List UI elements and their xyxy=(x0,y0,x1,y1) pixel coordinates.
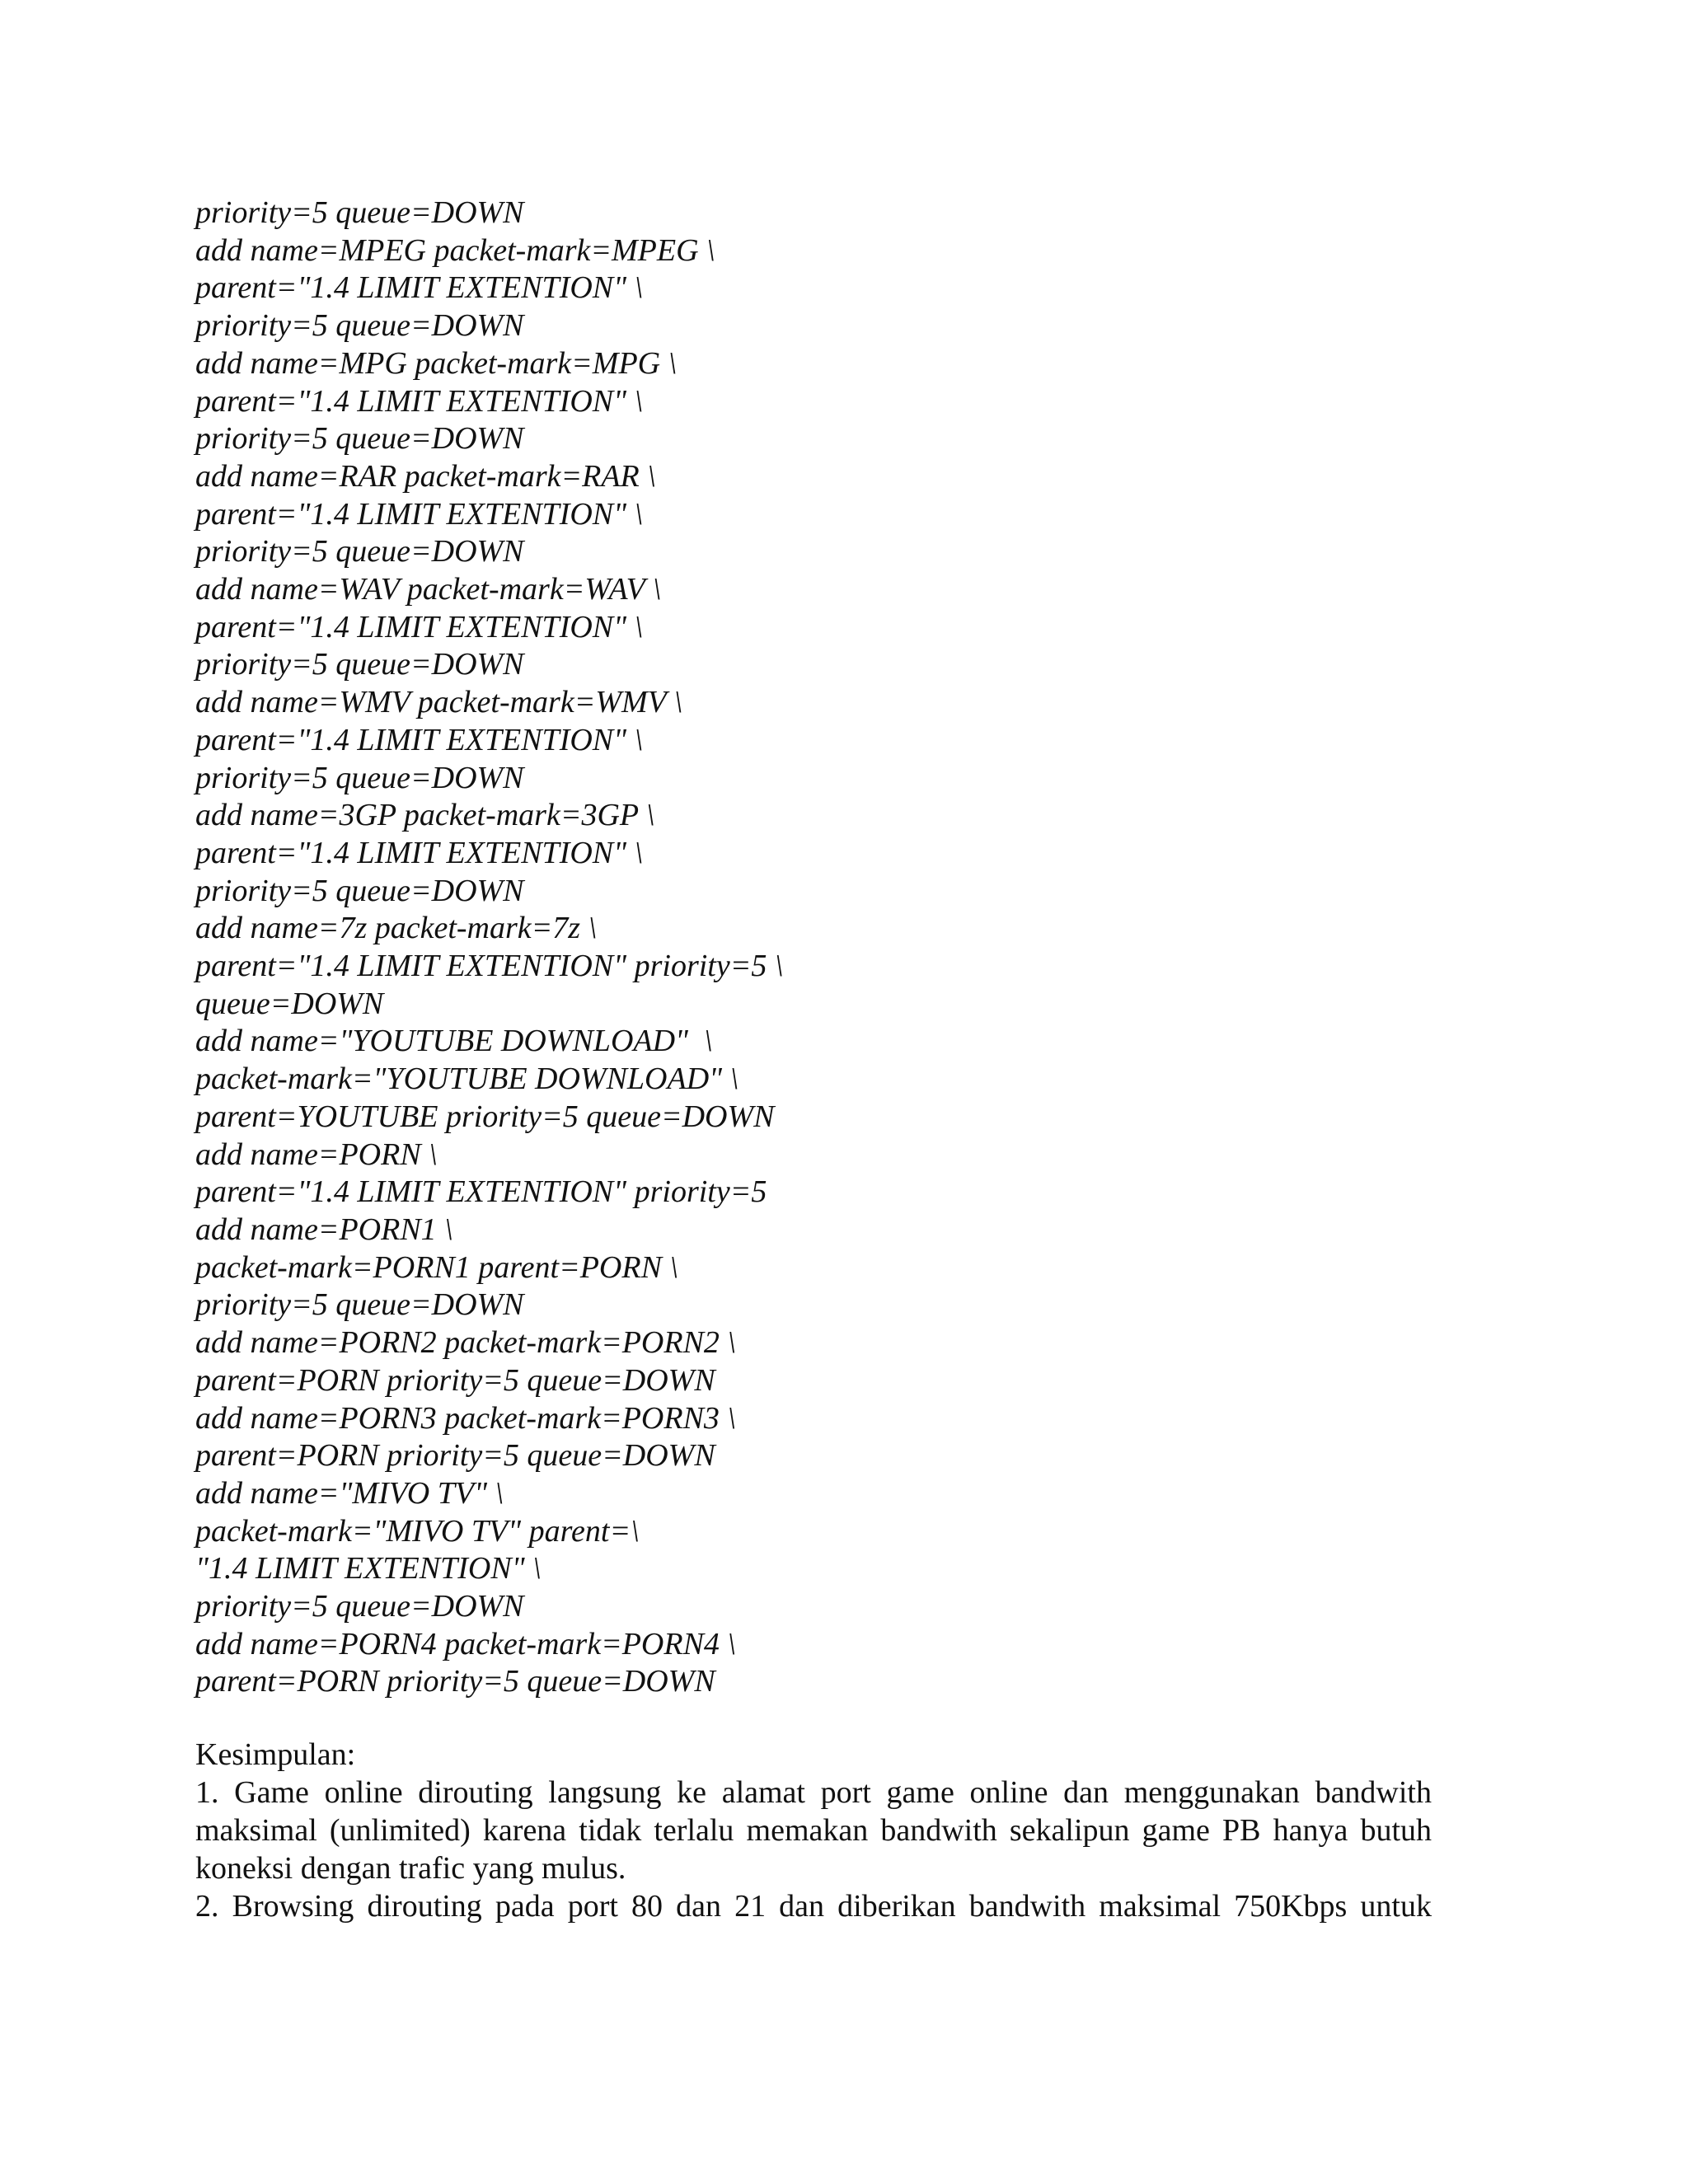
code-line: parent="1.4 LIMIT EXTENTION" \ xyxy=(195,496,644,532)
code-line: parent=PORN priority=5 queue=DOWN xyxy=(195,1362,715,1398)
code-line: priority=5 queue=DOWN xyxy=(195,1589,524,1624)
code-line: add name=WMV packet-mark=WMV \ xyxy=(195,685,683,720)
code-line: priority=5 queue=DOWN xyxy=(195,760,524,795)
conclusion-heading: Kesimpulan: xyxy=(195,1737,356,1772)
code-line: add name=MPG packet-mark=MPG \ xyxy=(195,345,678,381)
code-line: parent="1.4 LIMIT EXTENTION" \ xyxy=(195,383,644,419)
code-line: priority=5 queue=DOWN xyxy=(195,647,524,682)
conclusion-section xyxy=(195,1736,1432,1925)
conclusion-line: 1. Game online dirouting langsung ke alamat port game online dan menggunakan bandwith xyxy=(195,1775,1432,1810)
conclusion-line: koneksi dengan trafic yang mulus. xyxy=(195,1851,626,1886)
code-line: add name="YOUTUBE DOWNLOAD" \ xyxy=(195,1024,713,1059)
code-line: packet-mark="MIVO TV" parent=\ xyxy=(195,1513,640,1549)
code-line: parent=YOUTUBE priority=5 queue=DOWN xyxy=(195,1099,775,1134)
code-line: add name=PORN4 packet-mark=PORN4 \ xyxy=(195,1626,736,1661)
conclusion-line: maksimal (unlimited) karena tidak terlalu memakan bandwith sekalipun game PB hanya butuh xyxy=(195,1813,1432,1848)
code-line: priority=5 queue=DOWN xyxy=(195,308,524,344)
code-line: add name=7z packet-mark=7z \ xyxy=(195,911,598,946)
code-line: priority=5 queue=DOWN xyxy=(195,534,524,569)
code-line: parent="1.4 LIMIT EXTENTION" priority=5 \ xyxy=(195,949,784,984)
code-line: parent=PORN priority=5 queue=DOWN xyxy=(195,1664,715,1699)
code-line: add name=PORN1 \ xyxy=(195,1212,453,1247)
code-line: queue=DOWN xyxy=(195,986,384,1021)
code-line: add name="MIVO TV" \ xyxy=(195,1475,504,1511)
mikrotik-queue-script xyxy=(195,194,1432,1701)
code-line: parent="1.4 LIMIT EXTENTION" \ xyxy=(195,722,644,757)
code-line: add name=PORN \ xyxy=(195,1137,438,1172)
code-line: add name=RAR packet-mark=RAR \ xyxy=(195,458,656,494)
code-line: add name=PORN3 packet-mark=PORN3 \ xyxy=(195,1400,736,1436)
code-line: parent="1.4 LIMIT EXTENTION" \ xyxy=(195,835,644,870)
code-line: parent="1.4 LIMIT EXTENTION" \ xyxy=(195,609,644,644)
code-line: priority=5 queue=DOWN xyxy=(195,195,524,230)
code-line: parent=PORN priority=5 queue=DOWN xyxy=(195,1438,715,1474)
code-line: "1.4 LIMIT EXTENTION" \ xyxy=(195,1551,542,1586)
code-line: add name=PORN2 packet-mark=PORN2 \ xyxy=(195,1325,736,1361)
code-line: parent="1.4 LIMIT EXTENTION" \ xyxy=(195,270,644,306)
code-line: packet-mark=PORN1 parent=PORN \ xyxy=(195,1249,678,1285)
conclusion-line: 2. Browsing dirouting pada port 80 dan 21 dan diberikan bandwith maksimal 750Kbps untuk xyxy=(195,1889,1432,1924)
code-line: priority=5 queue=DOWN xyxy=(195,873,524,908)
code-line: parent="1.4 LIMIT EXTENTION" priority=5 xyxy=(195,1174,767,1210)
code-line: priority=5 queue=DOWN xyxy=(195,1287,524,1323)
code-line: packet-mark="YOUTUBE DOWNLOAD" \ xyxy=(195,1062,739,1097)
code-line: add name=WAV packet-mark=WAV \ xyxy=(195,572,662,607)
code-line: priority=5 queue=DOWN xyxy=(195,421,524,457)
code-line: add name=MPEG packet-mark=MPEG \ xyxy=(195,232,715,268)
code-line: add name=3GP packet-mark=3GP \ xyxy=(195,798,655,833)
